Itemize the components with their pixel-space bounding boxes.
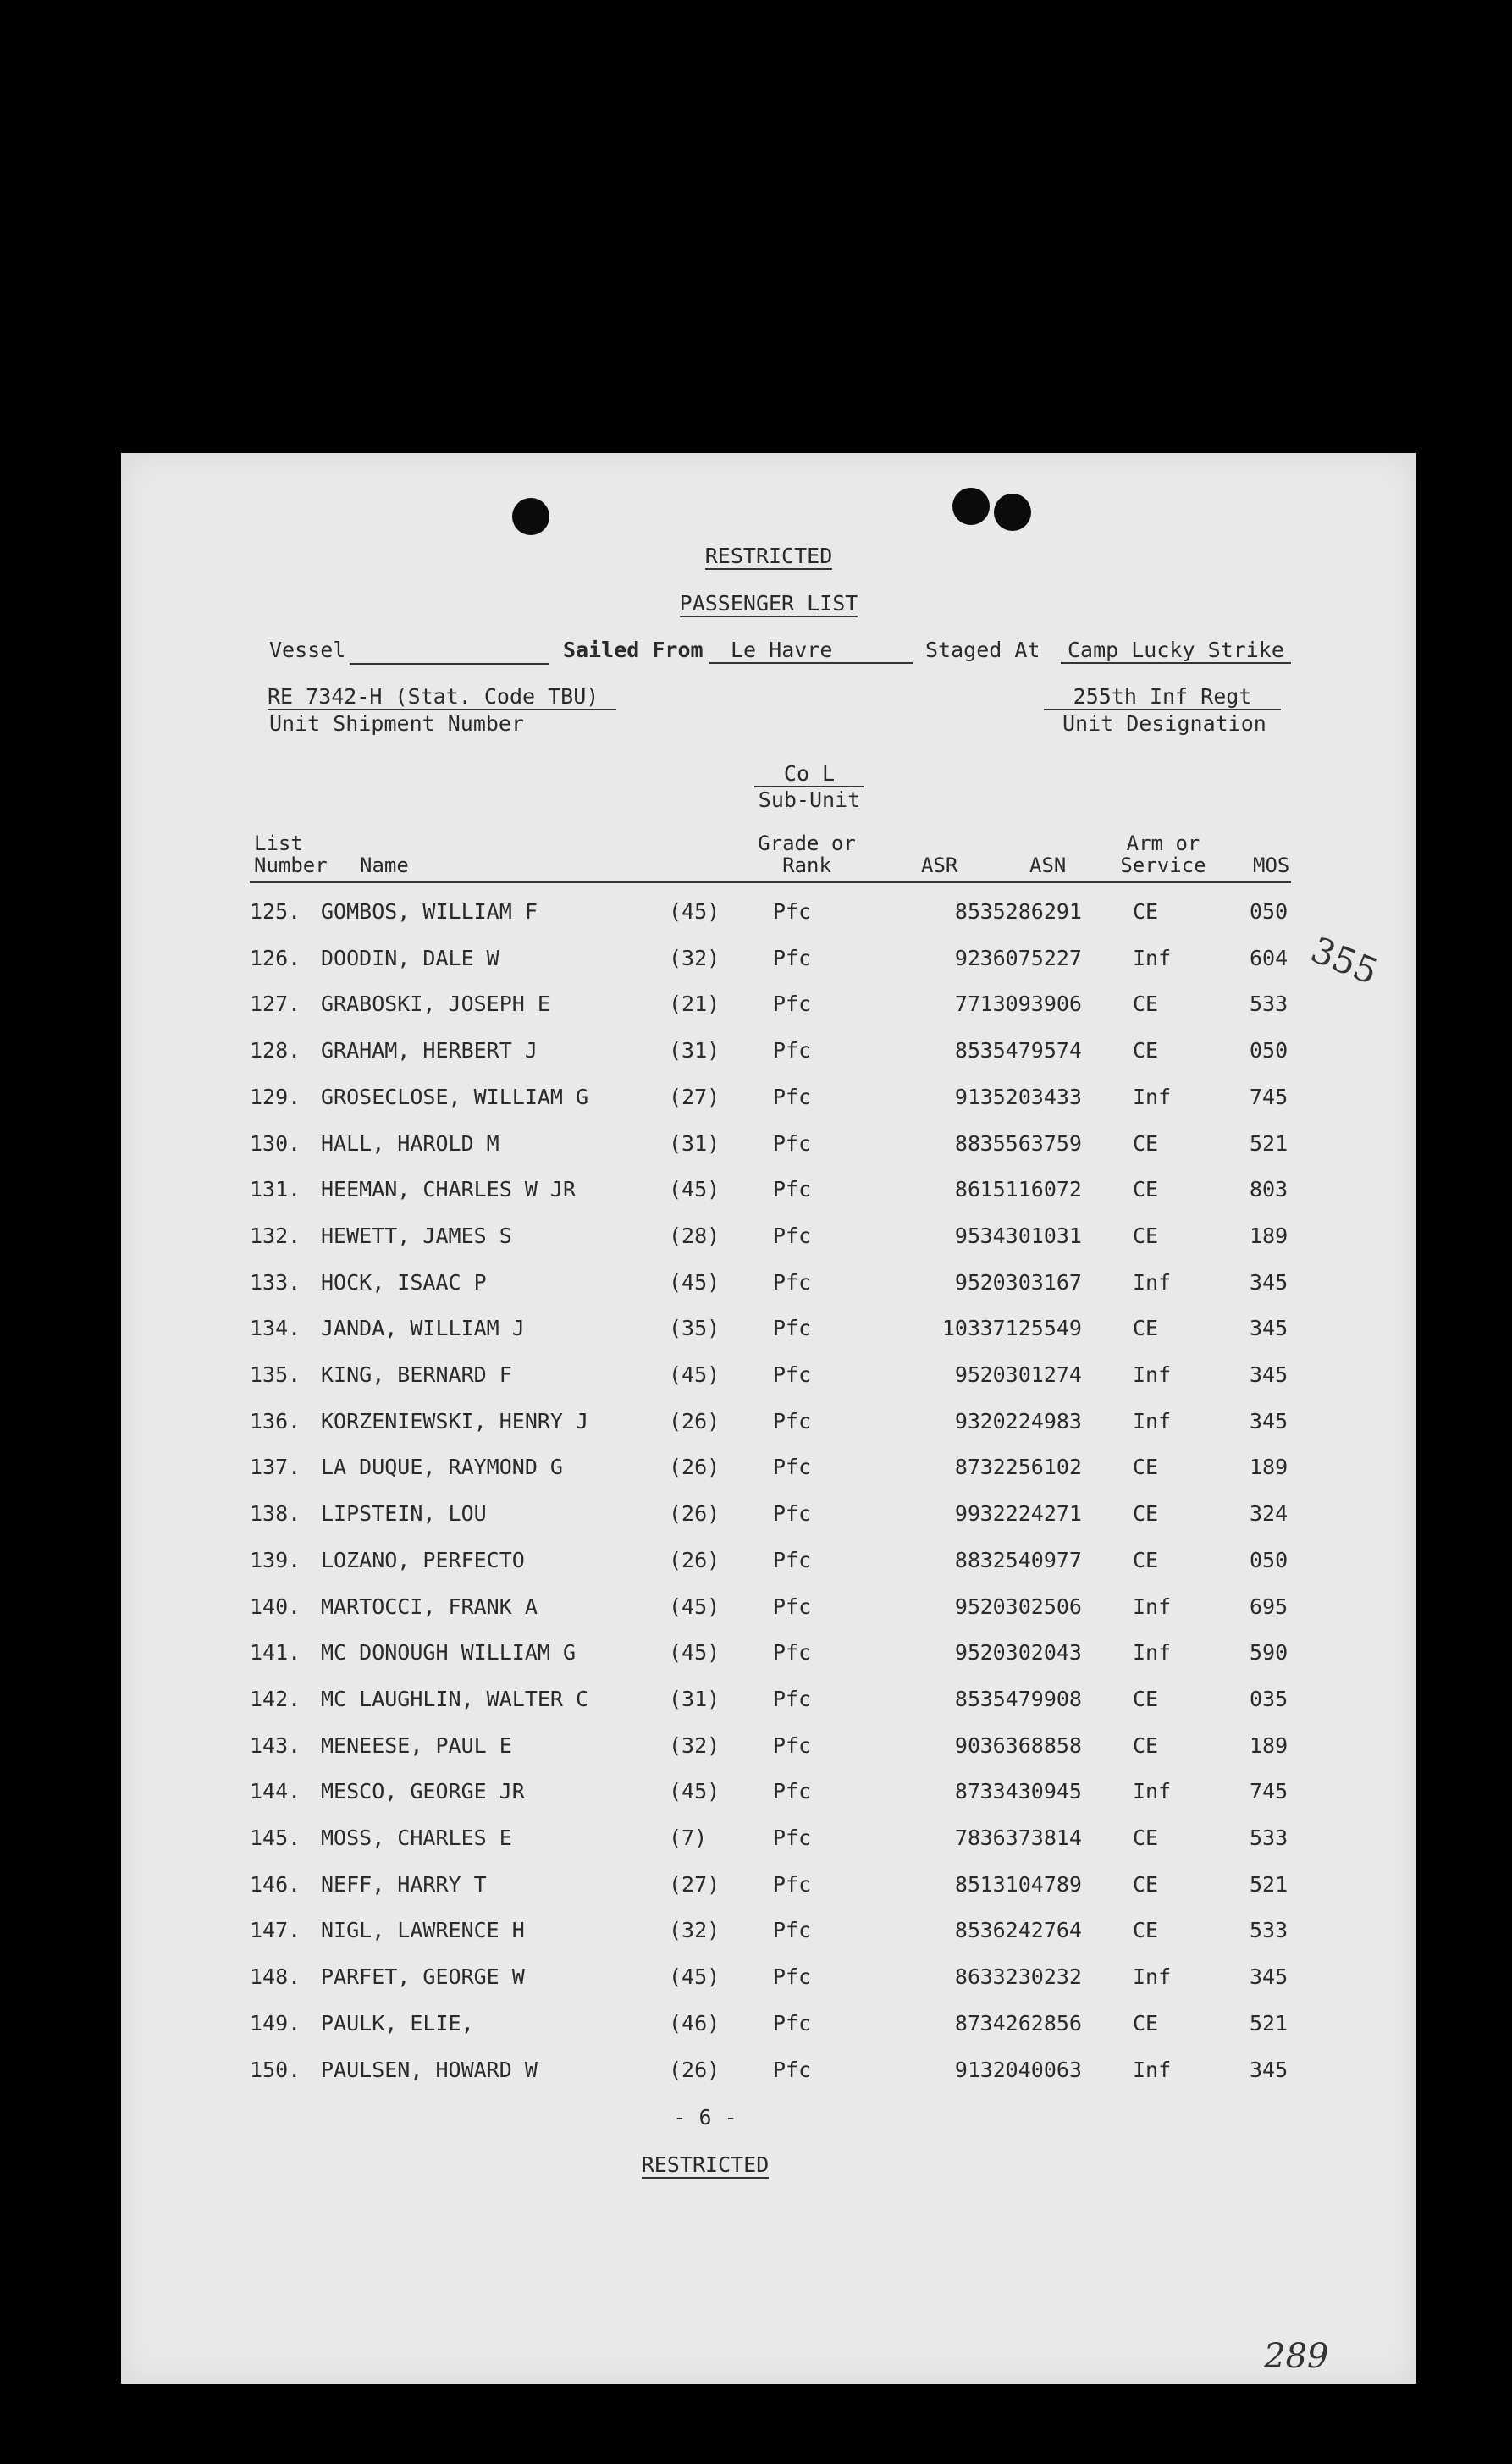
row-group: (45) [669, 1640, 720, 1666]
table-row [121, 1455, 1416, 1489]
row-group: (45) [669, 1964, 720, 1990]
row-asr: 90 [954, 1732, 980, 1758]
row-number: 136. [250, 1408, 301, 1434]
row-grade: Pfc [773, 1686, 812, 1711]
row-arm: CE [1133, 1871, 1159, 1897]
row-number: 138. [250, 1501, 301, 1527]
row-asr: 99 [954, 1501, 980, 1527]
restricted-top: RESTRICTED [704, 544, 833, 568]
table-row [121, 2011, 1416, 2045]
row-asn: 36242764 [979, 1918, 1082, 1943]
row-grade: Pfc [773, 992, 812, 1017]
row-group: (45) [669, 1779, 720, 1804]
row-arm: CE [1133, 1732, 1159, 1758]
row-grade: Pfc [773, 1455, 812, 1480]
row-mos: 189 [1250, 1455, 1289, 1480]
table-row [121, 1733, 1416, 1767]
row-group: (26) [669, 1455, 720, 1480]
header-name: Name [360, 854, 409, 877]
row-grade: Pfc [773, 1826, 812, 1850]
row-asr: 95 [954, 1362, 980, 1387]
row-asn: 20301274 [979, 1362, 1082, 1387]
row-name: HEWETT, JAMES S [321, 1223, 512, 1248]
row-name: MENEESE, PAUL E [321, 1732, 512, 1758]
row-name: GOMBOS, WILLIAM F [321, 899, 538, 924]
row-asn: 36373814 [979, 1826, 1082, 1850]
row-group: (26) [669, 1408, 720, 1434]
table-row [121, 1270, 1416, 1304]
sailed-from-label: Sailed From [563, 638, 704, 662]
row-mos: 533 [1250, 1826, 1289, 1850]
punch-hole [952, 488, 990, 525]
row-asn: 13104789 [979, 1871, 1082, 1897]
row-asn: 36075227 [979, 945, 1082, 970]
table-row [121, 1964, 1416, 1998]
row-name: MOSS, CHARLES E [321, 1826, 512, 1850]
row-asn: 15116072 [979, 1177, 1082, 1202]
row-group: (45) [669, 1362, 720, 1387]
row-asr: 95 [954, 1269, 980, 1295]
row-group: (32) [669, 1918, 720, 1943]
row-group: (45) [669, 899, 720, 924]
sub-unit-label: Sub-Unit [758, 787, 861, 812]
row-name: LIPSTEIN, LOU [321, 1501, 487, 1527]
row-grade: Pfc [773, 1408, 812, 1434]
row-grade: Pfc [773, 1084, 812, 1109]
row-mos: 803 [1250, 1177, 1289, 1202]
row-group: (45) [669, 1269, 720, 1295]
row-group: (32) [669, 945, 720, 970]
row-number: 130. [250, 1130, 301, 1156]
row-mos: 324 [1250, 1501, 1289, 1527]
unit-shipment-number: RE 7342-H (Stat. Code TBU) [268, 684, 616, 710]
row-name: LOZANO, PERFECTO [321, 1547, 525, 1572]
handwritten-number: 289 [1264, 2337, 1329, 2376]
row-asr: 88 [954, 1130, 980, 1156]
row-number: 132. [250, 1223, 301, 1248]
row-mos: 035 [1250, 1686, 1289, 1711]
row-mos: 189 [1250, 1223, 1289, 1248]
row-mos: 050 [1250, 899, 1289, 924]
row-asr: 91 [954, 1084, 980, 1109]
row-asn: 35563759 [979, 1130, 1082, 1156]
row-arm: CE [1133, 899, 1159, 924]
row-mos: 745 [1250, 1779, 1289, 1804]
row-group: (46) [669, 2010, 720, 2036]
header-grade: Grade or Rank [758, 831, 856, 877]
row-arm: CE [1133, 1038, 1159, 1063]
row-mos: 604 [1250, 945, 1289, 970]
row-number: 144. [250, 1779, 301, 1804]
row-number: 126. [250, 945, 301, 970]
row-arm: CE [1133, 2010, 1159, 2036]
row-name: GRAHAM, HERBERT J [321, 1038, 538, 1063]
row-arm: Inf [1133, 1362, 1172, 1387]
row-arm: CE [1133, 1686, 1159, 1711]
row-name: MESCO, GEORGE JR [321, 1779, 525, 1804]
table-row [121, 1316, 1416, 1350]
row-number: 135. [250, 1362, 301, 1387]
row-grade: Pfc [773, 1269, 812, 1295]
row-mos: 695 [1250, 1594, 1289, 1619]
row-grade: Pfc [773, 1779, 812, 1804]
row-name: GROSECLOSE, WILLIAM G [321, 1084, 589, 1109]
table-row [121, 1131, 1416, 1165]
row-name: PAULSEN, HOWARD W [321, 2057, 538, 2082]
row-number: 131. [250, 1177, 301, 1202]
row-asr: 87 [954, 2010, 980, 2036]
row-arm: Inf [1133, 1779, 1172, 1804]
row-asr: 92 [954, 945, 980, 970]
row-group: (21) [669, 992, 720, 1017]
row-asr: 77 [954, 992, 980, 1017]
row-grade: Pfc [773, 1964, 812, 1990]
punch-hole [994, 494, 1031, 531]
row-asn: 32256102 [979, 1455, 1082, 1480]
row-asn: 35479574 [979, 1038, 1082, 1063]
row-mos: 521 [1250, 1871, 1289, 1897]
page-number: - 6 - [673, 2105, 737, 2130]
row-group: (26) [669, 1501, 720, 1527]
row-number: 129. [250, 1084, 301, 1109]
vessel-label: Vessel [269, 638, 346, 662]
row-grade: Pfc [773, 945, 812, 970]
row-asr: 103 [941, 1316, 980, 1341]
row-number: 125. [250, 899, 301, 924]
row-mos: 345 [1250, 1316, 1289, 1341]
table-row [121, 946, 1416, 980]
row-asr: 88 [954, 1547, 980, 1572]
column-headers [121, 832, 1416, 885]
row-asr: 85 [954, 1918, 980, 1943]
table-row [121, 1038, 1416, 1072]
row-number: 146. [250, 1871, 301, 1897]
row-grade: Pfc [773, 2057, 812, 2082]
row-number: 148. [250, 1964, 301, 1990]
row-asr: 86 [954, 1964, 980, 1990]
row-grade: Pfc [773, 1871, 812, 1897]
row-name: NIGL, LAWRENCE H [321, 1918, 525, 1943]
row-group: (45) [669, 1594, 720, 1619]
stamp-number: 355 [1305, 928, 1384, 993]
document-page [121, 453, 1416, 2384]
row-grade: Pfc [773, 1918, 812, 1943]
row-group: (31) [669, 1038, 720, 1063]
row-asn: 35286291 [979, 899, 1082, 924]
row-group: (35) [669, 1316, 720, 1341]
row-arm: CE [1133, 992, 1159, 1017]
row-mos: 533 [1250, 1918, 1289, 1943]
row-asn: 35479908 [979, 1686, 1082, 1711]
row-asr: 95 [954, 1223, 980, 1248]
row-grade: Pfc [773, 1501, 812, 1527]
table-row [121, 1918, 1416, 1952]
row-arm: CE [1133, 1918, 1159, 1943]
row-asr: 86 [954, 1177, 980, 1202]
row-grade: Pfc [773, 1594, 812, 1619]
row-number: 147. [250, 1918, 301, 1943]
row-arm: Inf [1133, 1269, 1172, 1295]
table-row [121, 1872, 1416, 1906]
row-asr: 85 [954, 899, 980, 924]
row-name: HOCK, ISAAC P [321, 1269, 487, 1295]
row-mos: 345 [1250, 1408, 1289, 1434]
row-name: PARFET, GEORGE W [321, 1964, 525, 1990]
row-number: 137. [250, 1455, 301, 1480]
table-row [121, 1687, 1416, 1721]
unit-shipment-label: Unit Shipment Number [269, 711, 525, 736]
row-name: HEEMAN, CHARLES W JR [321, 1177, 577, 1202]
table-row [121, 1409, 1416, 1443]
row-asr: 91 [954, 2057, 980, 2082]
row-mos: 745 [1250, 1084, 1289, 1109]
table-row [121, 1362, 1416, 1396]
row-asr: 87 [954, 1455, 980, 1480]
row-arm: Inf [1133, 2057, 1172, 2082]
header-asn: ASN [1029, 854, 1067, 877]
staged-at-field: Camp Lucky Strike [1061, 638, 1291, 664]
row-name: MC DONOUGH WILLIAM G [321, 1640, 577, 1666]
header-mos: MOS [1253, 854, 1290, 877]
row-arm: Inf [1133, 1640, 1172, 1666]
unit-designation-label: Unit Designation [1062, 711, 1266, 736]
table-row [121, 1085, 1416, 1119]
row-asn: 32040063 [979, 2057, 1082, 2082]
row-name: NEFF, HARRY T [321, 1871, 487, 1897]
restricted-bottom: RESTRICTED [641, 2152, 770, 2177]
row-asr: 95 [954, 1640, 980, 1666]
row-arm: CE [1133, 1501, 1159, 1527]
row-name: PAULK, ELIE, [321, 2010, 474, 2036]
table-row [121, 899, 1416, 933]
table-row [121, 2058, 1416, 2091]
row-number: 143. [250, 1732, 301, 1758]
row-asr: 95 [954, 1594, 980, 1619]
row-grade: Pfc [773, 1732, 812, 1758]
row-group: (28) [669, 1223, 720, 1248]
unit-designation: 255th Inf Regt [1044, 684, 1281, 710]
row-grade: Pfc [773, 1177, 812, 1202]
row-name: MC LAUGHLIN, WALTER C [321, 1686, 589, 1711]
row-name: DOODIN, DALE W [321, 945, 499, 970]
row-number: 149. [250, 2010, 301, 2036]
row-number: 128. [250, 1038, 301, 1063]
row-number: 139. [250, 1547, 301, 1572]
row-asn: 20302506 [979, 1594, 1082, 1619]
row-mos: 189 [1250, 1732, 1289, 1758]
row-mos: 345 [1250, 1964, 1289, 1990]
row-mos: 590 [1250, 1640, 1289, 1666]
row-asr: 85 [954, 1038, 980, 1063]
row-mos: 050 [1250, 1547, 1289, 1572]
punch-hole [512, 498, 549, 535]
table-row [121, 1501, 1416, 1535]
row-grade: Pfc [773, 1038, 812, 1063]
sub-unit: Co L [754, 761, 864, 787]
row-asn: 34262856 [979, 2010, 1082, 2036]
row-arm: CE [1133, 1130, 1159, 1156]
row-name: HALL, HAROLD M [321, 1130, 499, 1156]
row-mos: 345 [1250, 1362, 1289, 1387]
row-asr: 85 [954, 1871, 980, 1897]
row-name: MARTOCCI, FRANK A [321, 1594, 538, 1619]
row-group: (7) [669, 1826, 708, 1850]
row-asn: 35203433 [979, 1084, 1082, 1109]
row-arm: CE [1133, 1455, 1159, 1480]
row-grade: Pfc [773, 899, 812, 924]
row-group: (26) [669, 2057, 720, 2082]
table-row [121, 1548, 1416, 1582]
row-arm: Inf [1133, 1084, 1172, 1109]
row-arm: Inf [1133, 945, 1172, 970]
row-number: 142. [250, 1686, 301, 1711]
table-row [121, 1177, 1416, 1211]
row-arm: Inf [1133, 1594, 1172, 1619]
row-asr: 78 [954, 1826, 980, 1850]
row-group: (31) [669, 1686, 720, 1711]
row-group: (31) [669, 1130, 720, 1156]
row-grade: Pfc [773, 1640, 812, 1666]
row-asn: 32224271 [979, 1501, 1082, 1527]
row-group: (45) [669, 1177, 720, 1202]
row-group: (26) [669, 1547, 720, 1572]
row-group: (27) [669, 1871, 720, 1897]
row-arm: CE [1133, 1826, 1159, 1850]
row-asn: 34301031 [979, 1223, 1082, 1248]
row-group: (27) [669, 1084, 720, 1109]
table-row [121, 1224, 1416, 1257]
row-number: 145. [250, 1826, 301, 1850]
row-mos: 521 [1250, 2010, 1289, 2036]
row-grade: Pfc [773, 1362, 812, 1387]
row-number: 133. [250, 1269, 301, 1295]
row-name: KORZENIEWSKI, HENRY J [321, 1408, 589, 1434]
row-grade: Pfc [773, 1130, 812, 1156]
table-row [121, 1779, 1416, 1813]
row-mos: 533 [1250, 992, 1289, 1017]
row-grade: Pfc [773, 1547, 812, 1572]
staged-at-label: Staged At [925, 638, 1040, 662]
row-name: GRABOSKI, JOSEPH E [321, 992, 550, 1017]
row-asn: 32540977 [979, 1547, 1082, 1572]
row-asr: 93 [954, 1408, 980, 1434]
row-number: 150. [250, 2057, 301, 2082]
row-number: 134. [250, 1316, 301, 1341]
table-row [121, 992, 1416, 1025]
table-row [121, 1826, 1416, 1859]
row-asn: 13093906 [979, 992, 1082, 1017]
row-asn: 37125549 [979, 1316, 1082, 1341]
row-mos: 050 [1250, 1038, 1289, 1063]
row-mos: 345 [1250, 1269, 1289, 1295]
row-mos: 345 [1250, 2057, 1289, 2082]
vessel-field [350, 638, 549, 665]
row-name: KING, BERNARD F [321, 1362, 512, 1387]
row-asn: 20303167 [979, 1269, 1082, 1295]
row-group: (32) [669, 1732, 720, 1758]
row-number: 140. [250, 1594, 301, 1619]
row-arm: CE [1133, 1547, 1159, 1572]
row-number: 141. [250, 1640, 301, 1666]
row-grade: Pfc [773, 1316, 812, 1341]
sailed-from-field: Le Havre [709, 638, 913, 664]
header-arm: Arm or Service [1120, 831, 1206, 877]
row-arm: CE [1133, 1223, 1159, 1248]
row-asn: 33230232 [979, 1964, 1082, 1990]
row-arm: Inf [1133, 1964, 1172, 1990]
row-asn: 36368858 [979, 1732, 1082, 1758]
row-asr: 85 [954, 1686, 980, 1711]
table-row [121, 1594, 1416, 1628]
row-arm: CE [1133, 1316, 1159, 1341]
row-name: JANDA, WILLIAM J [321, 1316, 525, 1341]
row-arm: Inf [1133, 1408, 1172, 1434]
row-asn: 33430945 [979, 1779, 1082, 1804]
header-asr: ASR [921, 854, 958, 877]
row-asr: 87 [954, 1779, 980, 1804]
row-asn: 20302043 [979, 1640, 1082, 1666]
row-number: 127. [250, 992, 301, 1017]
table-row [121, 1640, 1416, 1674]
row-grade: Pfc [773, 1223, 812, 1248]
header-list-number: List Number [254, 831, 328, 877]
row-grade: Pfc [773, 2010, 812, 2036]
row-mos: 521 [1250, 1130, 1289, 1156]
row-arm: CE [1133, 1177, 1159, 1202]
page-title: PASSENGER LIST [679, 591, 858, 616]
row-asn: 20224983 [979, 1408, 1082, 1434]
row-name: LA DUQUE, RAYMOND G [321, 1455, 563, 1480]
